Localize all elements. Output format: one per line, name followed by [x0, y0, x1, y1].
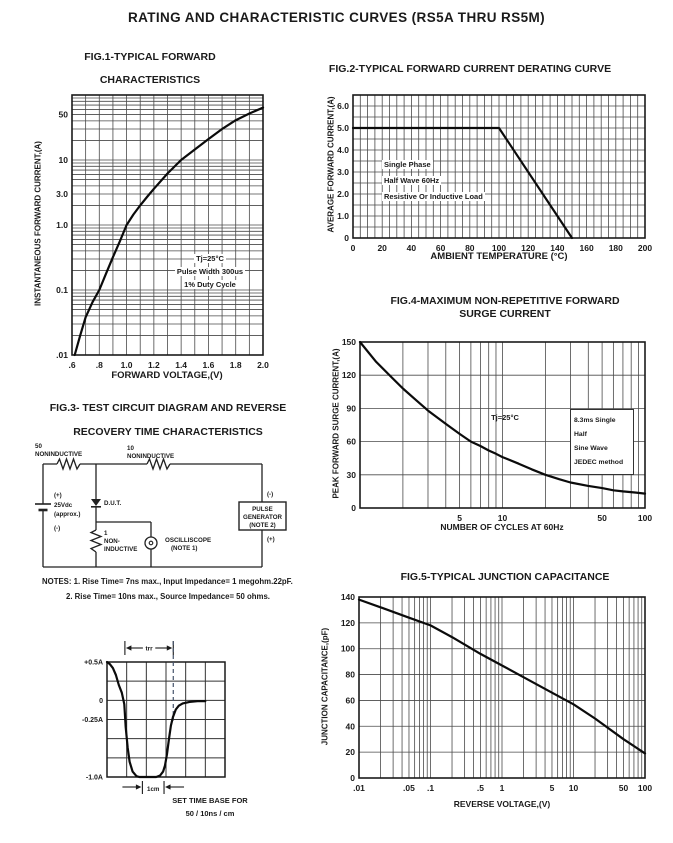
y-tick-label: +0.5A [84, 659, 103, 667]
pulse-gen-label2: GENERATOR [243, 514, 282, 521]
x-tick-label: .8 [95, 360, 103, 370]
x-tick-label: 5 [549, 783, 555, 793]
y-tick-label: 0.1 [56, 285, 68, 295]
x-tick-label: 140 [550, 243, 565, 253]
arrow-head [136, 784, 142, 789]
y-tick-label: 1.0 [337, 211, 349, 221]
y-tick-label: 6.0 [337, 101, 349, 111]
resistor50-value: 50 [35, 443, 42, 450]
fig5-title: FIG.5-TYPICAL JUNCTION CAPACITANCE [400, 571, 610, 583]
y-tick-label: 60 [346, 436, 356, 447]
fig2-y-axis-label: AVERAGE FORWARD CURRENT,(A) [326, 96, 336, 233]
fig2-annotation: Single Phase Half Wave 60Hz Resistive Or Inductive Load [384, 160, 483, 201]
x-tick-label: .5 [476, 783, 485, 793]
y-tick-label: 140 [340, 592, 355, 602]
x-tick-label: 1.4 [175, 360, 188, 370]
x-tick-label: 50 [597, 513, 607, 523]
y-tick-label: 90 [346, 403, 356, 414]
waveform-timebase-label2: 50 / 10ns / cm [185, 809, 235, 818]
y-tick-label: 120 [340, 617, 355, 628]
arrow-head [167, 645, 173, 650]
x-tick-label: 10 [568, 783, 579, 793]
x-tick-label: 1 [499, 783, 505, 793]
x-tick-label: 80 [465, 243, 475, 253]
x-tick-label: 1.2 [147, 360, 160, 370]
x-tick-label: .05 [403, 783, 415, 793]
y-tick-label: 30 [346, 469, 356, 480]
x-tick-label: 1.0 [120, 360, 133, 370]
battery-voltage: 25Vdc [54, 502, 73, 509]
fig4-x-axis-label: NUMBER OF CYCLES AT 60Hz [440, 522, 564, 532]
x-tick-label: 180 [608, 243, 623, 253]
y-tick-label: 150 [341, 337, 356, 347]
fig5-x-axis-label: REVERSE VOLTAGE,(V) [453, 799, 551, 809]
y-tick-label: 20 [345, 747, 355, 758]
dut-label: D.U.T. [104, 500, 122, 507]
fig3-note2: 2. Rise Time= 10ns max., Source Impedance= 50 ohms. [66, 592, 270, 601]
x-tick-label: 60 [435, 243, 446, 253]
trr-label: trr [145, 645, 153, 653]
fig1-annotation: Tj=25°C Pulse Width 300us 1% Duty Cycle [176, 254, 244, 289]
fig1-svg [38, 87, 279, 381]
x-tick-label: .01 [353, 783, 365, 793]
x-tick-label: 160 [579, 243, 594, 253]
circuit-labels [35, 443, 283, 553]
y-tick-label: 1.0 [56, 220, 68, 230]
x-tick-label: 2.0 [257, 360, 269, 370]
x-tick-label: 5 [457, 513, 462, 523]
pulse-gen-plus: (+) [267, 536, 275, 543]
x-tick-label: 120 [521, 243, 536, 253]
resistor10-label: NONINDUCTIVE [127, 453, 175, 460]
x-tick-label: 100 [491, 243, 507, 253]
pulse-gen-label3: (NOTE 2) [249, 522, 276, 529]
y-tick-label: 120 [341, 370, 356, 381]
resistor-icon [91, 530, 101, 552]
fig1-title-line2: CHARACTERISTICS [99, 74, 201, 86]
fig4-y-axis-label: PEAK FORWARD SURGE CURRENT,(A) [331, 348, 341, 499]
resistor-icon [57, 459, 80, 469]
page-title: RATING AND CHARACTERISTIC CURVES (RS5A THRU RS5M) [127, 10, 546, 25]
battery-minus: (-) [54, 525, 61, 532]
y-tick-label: 0 [351, 503, 356, 513]
fig1-y-axis-label: INSTANTANEOUS FORWARD CURRENT,(A) [33, 141, 43, 306]
y-tick-label: 0 [350, 773, 355, 783]
y-tick-label: 2.0 [337, 189, 349, 199]
x-tick-label: 100 [637, 783, 653, 793]
fig4-title-line1: FIG.4-MAXIMUM NON-REPETITIVE FORWARD [390, 295, 620, 307]
y-tick-label: 10 [58, 155, 68, 165]
x-tick-label: 10 [497, 513, 508, 523]
fig1-x-axis-label: FORWARD VOLTAGE,(V) [111, 370, 223, 381]
pulse-gen-label1: PULSE [252, 506, 273, 513]
x-tick-label: 40 [406, 243, 417, 253]
x-tick-label: 100 [637, 513, 653, 523]
y-tick-label: 3.0 [337, 167, 349, 177]
fig3-note1: NOTES: 1. Rise Time= 7ns max., Input Impedance= 1 megohm.22pF. [42, 577, 293, 586]
fig1-chart [38, 87, 279, 386]
fig3-test-circuit-diagram [28, 440, 298, 575]
y-tick-label: .01 [56, 350, 68, 360]
battery-icon [35, 504, 51, 510]
resistor1-label1: NON- [104, 538, 120, 545]
fig5-y-axis-label: JUNCTION CAPACITANCE,(pF) [320, 627, 330, 746]
y-tick-label: 0 [99, 697, 103, 705]
reverse-recovery-waveform [60, 628, 310, 823]
resistor-icon [147, 459, 170, 469]
x-tick-label: 1.6 [202, 360, 215, 370]
diode-icon [91, 499, 101, 507]
fig3-title-line2: RECOVERY TIME CHARACTERISTICS [73, 426, 263, 438]
battery-approx: (approx.) [54, 511, 81, 518]
y-tick-label: 3.0 [56, 188, 68, 199]
oscilloscope-label: OSCILLISCOPE [165, 537, 212, 544]
y-tick-label: 0 [344, 233, 349, 243]
x-tick-label: .1 [426, 783, 435, 793]
fig4-title-line2: SURGE CURRENT [459, 308, 551, 320]
arrow-head [165, 784, 171, 789]
waveform-svg [60, 628, 310, 818]
y-tick-label: 40 [345, 721, 355, 732]
fig5-svg [325, 589, 661, 804]
y-tick-label: 4.0 [337, 145, 349, 155]
x-tick-label: .6 [68, 360, 76, 370]
waveform-timebase-label1: SET TIME BASE FOR [172, 796, 248, 805]
fig3-title-line1: FIG.3- TEST CIRCUIT DIAGRAM AND REVERSE [49, 402, 287, 414]
fig5-chart [325, 589, 661, 809]
x-tick-label: 20 [377, 243, 387, 253]
x-tick-label: 200 [637, 243, 653, 253]
y-tick-label: -1.0A [85, 774, 103, 782]
fig2-x-axis-label: AMBIENT TEMPERATURE (°C) [430, 251, 568, 262]
y-tick-label: 80 [345, 669, 355, 680]
resistor10-value: 10 [127, 445, 134, 452]
resistor50-label: NONINDUCTIVE [35, 451, 83, 458]
y-tick-label: 5.0 [337, 123, 349, 133]
battery-plus: (+) [54, 492, 62, 499]
x-tick-label: 50 [618, 783, 629, 793]
y-tick-label: 100 [340, 643, 355, 654]
cm-label: 1cm [147, 786, 160, 793]
x-tick-label: 1.8 [229, 360, 242, 370]
oscilloscope-note: (NOTE 1) [171, 545, 198, 552]
y-tick-label: 60 [345, 695, 355, 706]
fig1-title-line1: FIG.1-TYPICAL FORWARD [84, 51, 216, 63]
fig4-tj-annotation: Tj=25°C [491, 413, 519, 422]
arrow-head [126, 645, 132, 650]
circuit-svg [28, 440, 298, 575]
fig4-condition-box: 8.3ms Single Half Sine Wave JEDEC method [570, 409, 634, 475]
y-tick-label: -0.25A [81, 717, 103, 724]
y-tick-label: 50 [58, 109, 68, 120]
resistor1-value: 1 [104, 530, 108, 537]
oscilloscope-icon [145, 537, 157, 549]
pulse-gen-minus: (-) [267, 491, 274, 498]
x-tick-label: 0 [350, 243, 356, 253]
resistor1-label2: INDUCTIVE [104, 546, 138, 553]
fig2-title: FIG.2-TYPICAL FORWARD CURRENT DERATING CURVE [328, 63, 612, 75]
